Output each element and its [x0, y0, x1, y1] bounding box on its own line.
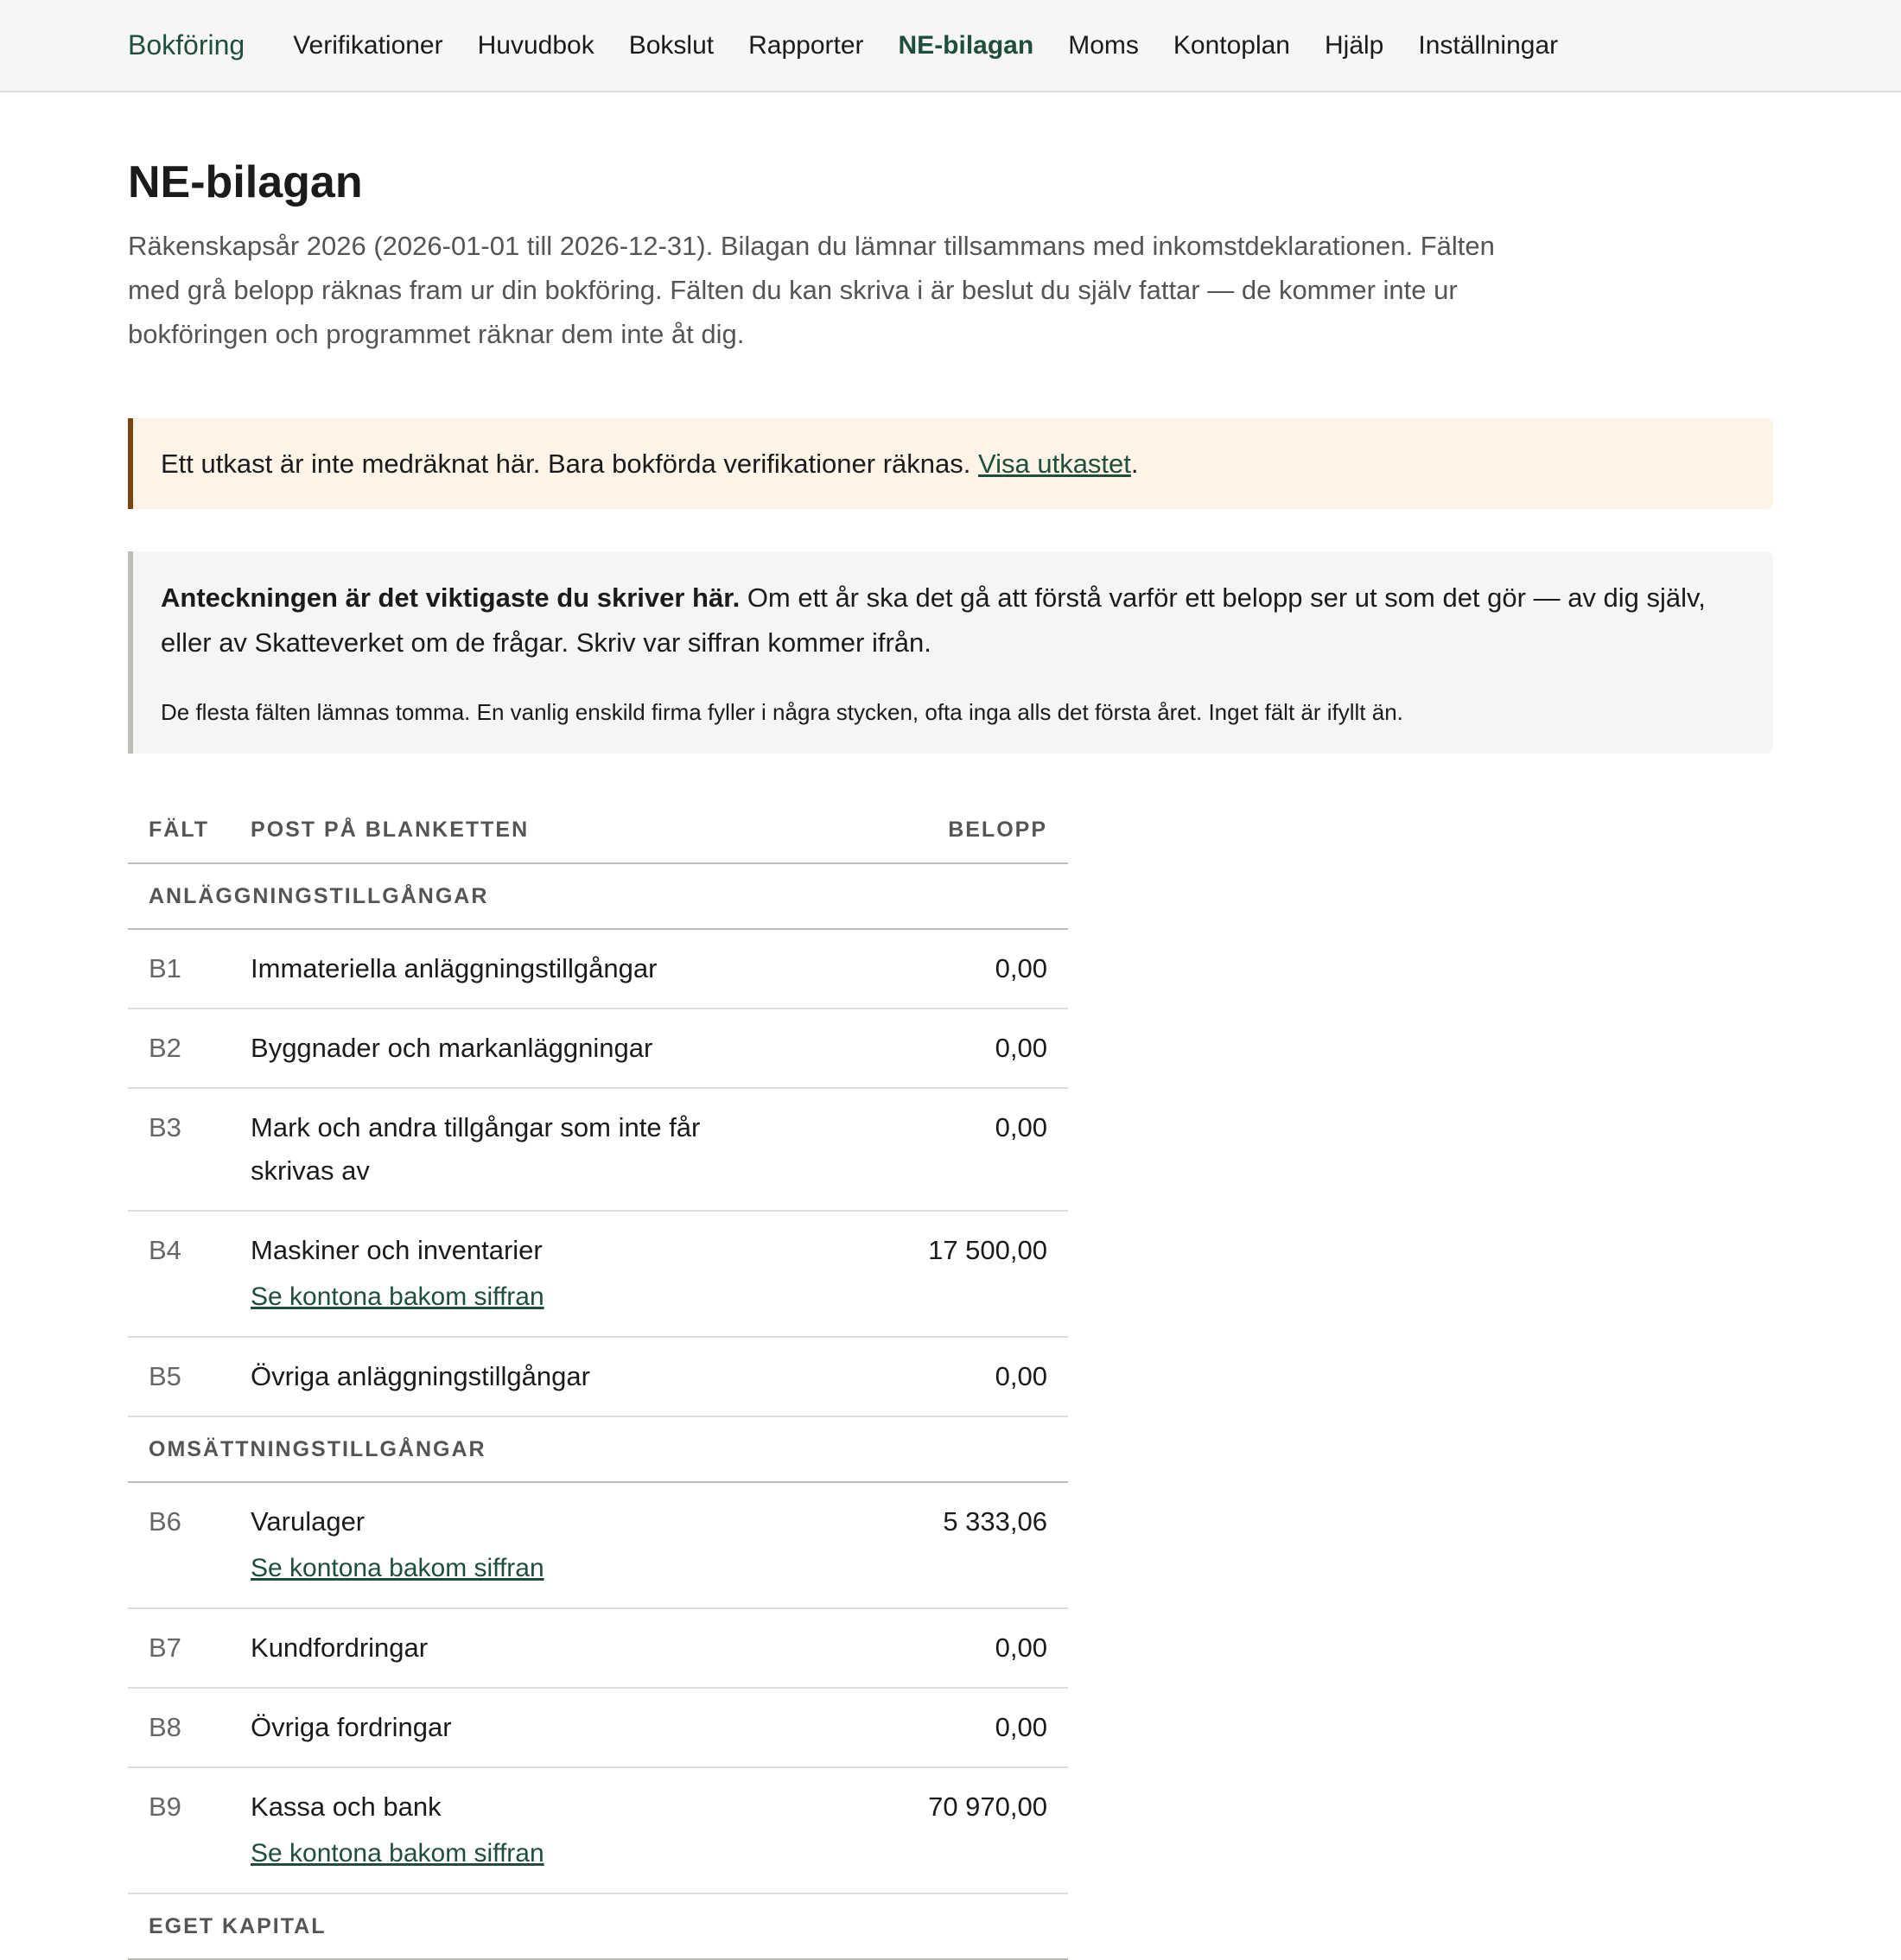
post-label: Maskiner och inventarier — [251, 1235, 543, 1265]
amount-value: 70 970,00 — [807, 1767, 1068, 1893]
post-label: Övriga anläggningstillgångar — [251, 1361, 590, 1391]
section-title: ANLÄGGNINGSTILLGÅNGAR — [128, 863, 1068, 929]
page-title: NE-bilagan — [128, 157, 363, 207]
table-row — [128, 929, 1068, 1009]
field-code: B8 — [128, 1688, 230, 1767]
field-code: B6 — [128, 1482, 230, 1608]
table-row — [128, 1337, 1068, 1416]
section-title: OMSÄTTNINGSTILLGÅNGAR — [128, 1416, 1068, 1482]
header-field: FÄLT — [128, 797, 230, 863]
note-info-lead-bold: Anteckningen är det viktigaste du skriver här. — [161, 582, 741, 613]
top-navigation — [0, 0, 1901, 92]
see-accounts-link[interactable]: Se kontona bakom siffran — [251, 1282, 544, 1311]
ne-table — [128, 797, 1068, 1960]
section-row — [128, 1416, 1068, 1482]
post-label: Varulager — [251, 1506, 366, 1537]
post-cell — [230, 1767, 807, 1893]
nav-item-2[interactable]: Bokslut — [628, 30, 715, 60]
table-row — [128, 1608, 1068, 1688]
post-label: Kassa och bank — [251, 1791, 442, 1822]
table-row — [128, 1211, 1068, 1337]
amount-value: 0,00 — [807, 929, 1068, 1009]
field-code: B2 — [128, 1009, 230, 1088]
post-cell — [230, 1088, 807, 1211]
nav-item-8[interactable]: Inställningar — [1418, 30, 1559, 60]
nav-item-4[interactable]: NE-bilagan — [898, 30, 1034, 60]
field-code: B3 — [128, 1088, 230, 1211]
ne-table-body — [128, 863, 1068, 1959]
draft-warning-period: . — [1130, 448, 1139, 479]
table-row — [128, 1482, 1068, 1608]
header-amount: BELOPP — [807, 797, 1068, 863]
amount-value: 0,00 — [807, 1688, 1068, 1767]
amount-value: 0,00 — [807, 1337, 1068, 1416]
nav-item-7[interactable]: Hjälp — [1325, 30, 1384, 60]
nav-item-0[interactable]: Verifikationer — [293, 30, 443, 60]
header-post: POST PÅ BLANKETTEN — [230, 797, 807, 863]
amount-value: 17 500,00 — [807, 1211, 1068, 1337]
amount-value: 0,00 — [807, 1608, 1068, 1688]
nav-item-3[interactable]: Rapporter — [748, 30, 864, 60]
show-draft-link[interactable]: Visa utkastet — [977, 448, 1131, 479]
table-header-row — [128, 797, 1068, 863]
post-cell — [230, 1688, 807, 1767]
post-cell — [230, 1009, 807, 1088]
post-cell — [230, 1211, 807, 1337]
table-row — [128, 1088, 1068, 1211]
note-info-small: De flesta fälten lämnas tomma. En vanlig enskild firma fyller i några stycken, ofta inga alls det första året. Inget fält är ifyllt än. — [161, 699, 1403, 725]
draft-warning-text: Ett utkast är inte medräknat här. Bara bokförda verifikationer räknas. — [161, 448, 971, 479]
field-code: B9 — [128, 1767, 230, 1893]
post-label: Övriga fordringar — [251, 1712, 452, 1742]
note-info-lead-rest: Om ett år ska det gå att förstå varför ett belopp ser ut som det gör — av dig själv, eller av Skatteverket om de frågar. Skriv var siffran kommer ifrån. — [161, 582, 1706, 658]
field-code: B1 — [128, 929, 230, 1009]
amount-value: 0,00 — [807, 1088, 1068, 1211]
note-info-lead — [161, 576, 1721, 665]
post-label: Kundfordringar — [251, 1632, 429, 1663]
post-cell — [230, 1337, 807, 1416]
see-accounts-link[interactable]: Se kontona bakom siffran — [251, 1554, 544, 1582]
field-code: B4 — [128, 1211, 230, 1337]
page-intro: Räkenskapsår 2026 (2026-01-01 till 2026-12-31). Bilagan du lämnar tillsammans med inkomstdeklarationen. Fälten med grå belopp räknas fram ur din bokföring. Fälten du kan skriva i är beslut du själv fattar — de kommer inte ur bokföringen och programmet räknar dem inte åt dig. — [128, 231, 1495, 349]
table-row — [128, 1009, 1068, 1088]
see-accounts-link[interactable]: Se kontona bakom siffran — [251, 1839, 544, 1868]
section-title: EGET KAPITAL — [128, 1893, 1068, 1959]
amount-value: 0,00 — [807, 1009, 1068, 1088]
post-cell — [230, 1608, 807, 1688]
section-row — [128, 863, 1068, 929]
post-label: Immateriella anläggningstillgångar — [251, 953, 658, 983]
post-label: Byggnader och markanläggningar — [251, 1033, 653, 1063]
nav-item-5[interactable]: Moms — [1068, 30, 1139, 60]
table-row — [128, 1767, 1068, 1893]
nav-item-6[interactable]: Kontoplan — [1173, 30, 1290, 60]
brand-link[interactable]: Bokföring — [128, 29, 245, 60]
section-row — [128, 1893, 1068, 1959]
nav-items — [293, 31, 1593, 60]
field-code: B5 — [128, 1337, 230, 1416]
post-label: Mark och andra tillgångar som inte får skrivas av — [251, 1112, 701, 1186]
main-content — [0, 155, 1773, 1960]
draft-warning — [128, 418, 1773, 509]
post-cell — [230, 929, 807, 1009]
nav-item-1[interactable]: Huvudbok — [477, 30, 594, 60]
post-cell — [230, 1482, 807, 1608]
table-row — [128, 1688, 1068, 1767]
note-info-box — [128, 551, 1773, 754]
amount-value: 5 333,06 — [807, 1482, 1068, 1608]
field-code: B7 — [128, 1608, 230, 1688]
